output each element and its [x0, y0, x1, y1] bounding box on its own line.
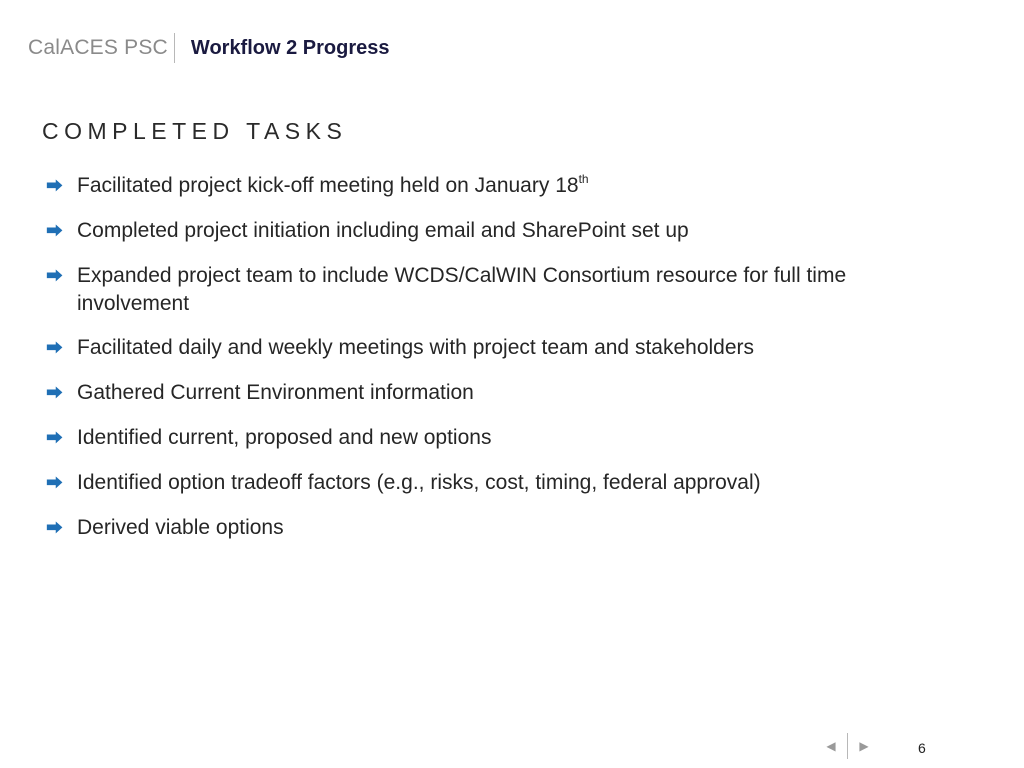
- circle-arrow-right-icon: ⮕: [46, 429, 63, 448]
- task-text: Identified option tradeoff factors (e.g., risks, cost, timing, federal approval): [77, 471, 761, 494]
- slide-navigation: [824, 733, 871, 759]
- task-text: Identified current, proposed and new options: [77, 426, 492, 449]
- task-item: [46, 172, 876, 201]
- ordinal-suffix: th: [578, 172, 589, 186]
- task-item: [46, 514, 876, 543]
- header-divider: [174, 33, 175, 63]
- task-item: [46, 424, 876, 453]
- circle-arrow-right-icon: ⮕: [46, 222, 63, 241]
- task-text: Expanded project team to include WCDS/CalWIN Consortium resource for full time involvement: [77, 264, 847, 315]
- completed-task-list: [46, 172, 876, 559]
- circle-arrow-right-icon: ⮕: [46, 177, 63, 196]
- task-text: Facilitated project kick-off meeting held on January 18th: [77, 172, 589, 197]
- task-item: [46, 469, 876, 498]
- next-slide-button[interactable]: ▶: [859, 739, 869, 753]
- nav-divider: [847, 733, 848, 759]
- task-text: Gathered Current Environment information: [77, 381, 474, 404]
- task-text: Completed project initiation including email and SharePoint set up: [77, 219, 689, 242]
- circle-arrow-right-icon: ⮕: [46, 474, 63, 493]
- circle-arrow-right-icon: ⮕: [46, 267, 63, 286]
- task-text: Derived viable options: [77, 516, 284, 539]
- slide-header: [28, 32, 390, 64]
- page-number: 6: [918, 740, 926, 756]
- section-heading: COMPLETED TASKS: [42, 118, 348, 144]
- previous-slide-button[interactable]: ◀: [826, 739, 836, 753]
- circle-arrow-right-icon: ⮕: [46, 384, 63, 403]
- circle-arrow-right-icon: ⮕: [46, 339, 63, 358]
- task-item: [46, 217, 876, 246]
- task-item: [46, 262, 876, 318]
- task-text: Facilitated daily and weekly meetings with project team and stakeholders: [77, 336, 755, 359]
- task-item: [46, 379, 876, 408]
- brand-logo-text: CalACES PSC: [28, 36, 168, 59]
- task-item: [46, 334, 876, 363]
- circle-arrow-right-icon: ⮕: [46, 519, 63, 538]
- slide-title: Workflow 2 Progress: [190, 37, 390, 59]
